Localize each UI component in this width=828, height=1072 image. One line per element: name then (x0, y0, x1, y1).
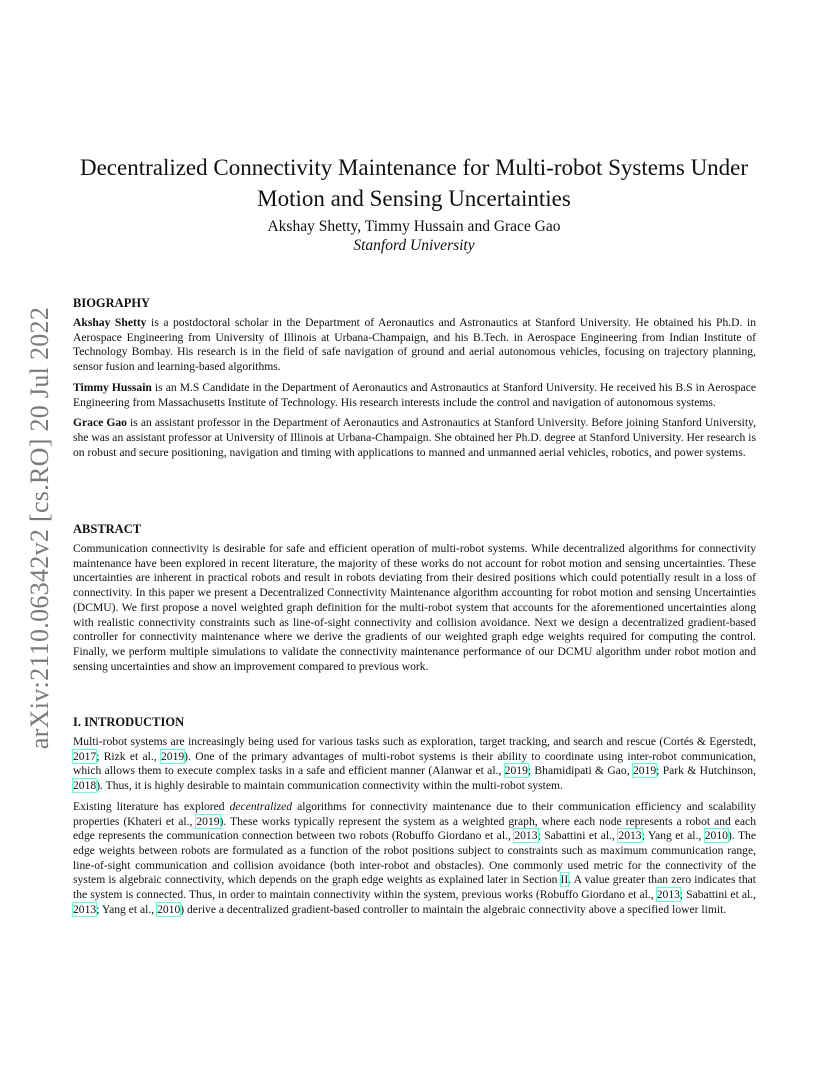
text-run: . A value greater than zero indicates that the system is connected. Thus, in order to maintain connectivity within the system, previous works (Robuffo Giordano et al., (73, 873, 756, 902)
text-run: ; Rizk et al., (96, 749, 161, 763)
citation-link[interactable]: 2010 (704, 829, 728, 843)
biography-name: Akshay Shetty (73, 316, 147, 329)
citation-link[interactable]: 2010 (157, 902, 181, 916)
paper-title: Decentralized Connectivity Maintenance for Multi-robot Systems Under Motion and Sensing Uncertainties (79, 155, 749, 211)
text-run: Multi-robot systems are increasingly being used for various tasks such as exploration, target tracking, and search and rescue (Cortés & Egerstedt, (73, 735, 756, 748)
author-affiliation: Stanford University (353, 237, 475, 254)
introduction-paragraph-2 (73, 800, 756, 918)
biography-name: Grace Gao (73, 416, 127, 430)
biography-text: is an assistant professor in the Department of Aeronautics and Astronautics at Stanford University. Before joining Stanford University, she was an assistant professor at University of Illinois at Urbana-Champaign. She obtained her Ph.D. degree at Stanford University. Her research is on robust and secure positioning, navigation and timing with applications to manned and unmanned aerial vehicles, robotics, and power systems. (73, 416, 756, 459)
text-run: ). These works typically represent the system as a weighted graph, where each node represents a robot and each edge represents the communication connection between two robots (Robuffo Giordano et al., (73, 814, 756, 843)
biography-entry (73, 381, 756, 410)
text-run: ; Sabattini et al., (537, 829, 619, 843)
biography-section (73, 296, 756, 466)
arxiv-identifier (25, 295, 55, 760)
citation-link[interactable]: 2013 (656, 888, 680, 902)
citation-link[interactable]: 2017 (73, 749, 97, 763)
biography-text: is a postdoctoral scholar in the Department of Aeronautics and Astronautics at Stanford University. He obtained his Ph.D. in Aerospace Engineering from University of Illinois at Urbana-Champaign, and his B.Tech. in Aerospace Engineering from Indian Institute of Technology Bombay. His research is in the field of safe navigation of ground and aerial autonomous vehicles, focusing on trajectory planning, sensor fusion and learning-based algorithms. (73, 316, 756, 374)
text-run: ; Bhamidipati & Gao, (527, 764, 633, 778)
citation-link[interactable]: 2013 (618, 829, 642, 843)
citation-link[interactable]: 2019 (160, 749, 185, 763)
text-run: ). One of the primary advantages of multi-robot systems is their ability to coordinate using inter-robot communication, which allows them to execute complex tasks in a safe and efficient manner (Alanwar et al., (73, 749, 756, 778)
text-run: ) derive a decentralized gradient-based controller to maintain the algebraic connectivity above a specified lower limit. (180, 902, 727, 916)
biography-entry (73, 316, 756, 375)
abstract-section (73, 522, 756, 680)
text-run: ). Thus, it is highly desirable to maintain communication connectivity within the multi-robot system. (96, 779, 563, 793)
biography-entry (73, 416, 756, 460)
biography-text: is an M.S Candidate in the Department of Aeronautics and Astronautics at Stanford University. He received his B.S in Aerospace Engineering from Massachusetts Institute of Technology. His research interests include the control and navigation of autonomous systems. (73, 380, 756, 409)
section-reference-link[interactable]: II (560, 873, 569, 887)
abstract-heading: ABSTRACT (73, 522, 142, 536)
abstract-text: Communication connectivity is desirable for safe and efficient operation of multi-robot systems. While decentralized algorithms for connectivity maintenance have been explored in recent literature, the majority of these works do not account for robot motion and sensing uncertainties. These uncertainties are inherent in practical robots and result in robots deviating from their desired positions which could potentially result in a loss of connectivity. In this paper we present a Decentralized Connectivity Maintenance algorithm accounting for robot motion and sensing Uncertainties (DCMU). We first propose a novel weighted graph definition for the multi-robot system that accounts for the aforementioned uncertainties along with realistic connectivity constraints such as line-of-sight connectivity and collision avoidance. Next we design a decentralized gradient-based controller for connectivity maintenance where we derive the gradients of our weighted graph edge weights required for computing the control. Finally, we perform multiple simulations to validate the connectivity maintenance performance of our DCMU algorithm under robot motion and sensing uncertainties and show an improvement compared to previous work. (73, 542, 756, 673)
introduction-heading: I. INTRODUCTION (73, 715, 185, 729)
text-run: algorithms for connectivity maintenance due to their communication efficiency and scalability properties (Khateri et al., (73, 799, 756, 828)
biography-name: Timmy Hussain (73, 380, 152, 394)
text-run: ). The edge weights between robots are formulated as a function of the robot positions subject to constraints such as maximum communication range, line-of-sight communication and collision avoidance (both inter-robot and obstacles). One commonly used metric for the connectivity of the system is algebraic connectivity, which depends on the graph edge weights as explained later in Section (73, 829, 756, 887)
citation-link[interactable]: 2019 (196, 814, 220, 828)
emphasis-text: decentralized (229, 799, 293, 813)
citation-link[interactable]: 2019 (632, 764, 657, 778)
introduction-section (73, 715, 756, 923)
text-run: ; Sabattini et al., (679, 888, 756, 902)
citation-link[interactable]: 2018 (73, 779, 97, 793)
text-run: ; Park & Hutchinson, (656, 764, 756, 778)
author-list: Akshay Shetty, Timmy Hussain and Grace Gao (267, 218, 561, 235)
arxiv-identifier-text: arXiv:2110.06342v2 [cs.RO] 20 Jul 2022 (25, 306, 55, 749)
citation-link[interactable]: 2019 (504, 764, 528, 778)
text-run: ; Yang et al., (641, 829, 705, 843)
citation-link[interactable]: 2013 (73, 902, 97, 916)
introduction-paragraph-1 (73, 735, 756, 794)
text-run: ; Yang et al., (96, 902, 158, 916)
text-run: Existing literature has explored (73, 799, 230, 813)
biography-heading: BIOGRAPHY (73, 296, 151, 310)
citation-link[interactable]: 2013 (514, 829, 538, 843)
